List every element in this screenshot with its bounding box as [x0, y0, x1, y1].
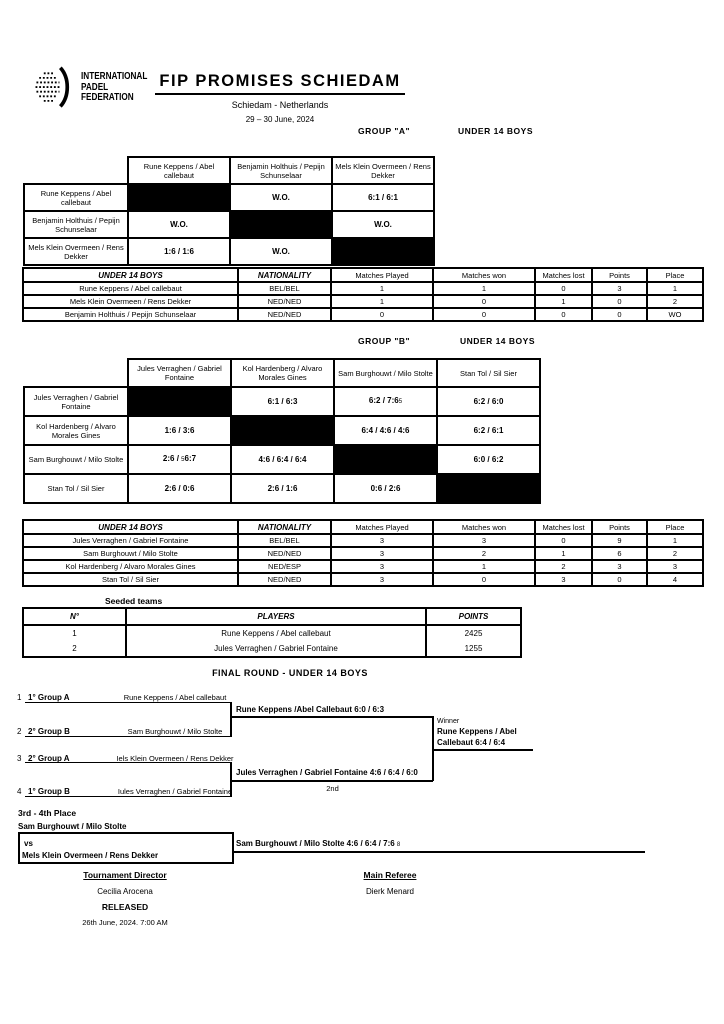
bracket-seed-label: 1° Group A — [28, 693, 70, 702]
tiebreak-sub: 8 — [396, 842, 401, 848]
standings-header-row — [23, 268, 703, 282]
standings-header: Matches Played — [331, 520, 433, 534]
team-name: Sam Burghouwt / Milo Stolte — [23, 547, 238, 560]
group-b-standings — [22, 519, 704, 587]
matches-won: 0 — [433, 573, 535, 586]
seeded-teams-table — [22, 607, 522, 658]
standings-header: UNDER 14 BOYS — [23, 268, 238, 282]
matrix-row-team: Rune Keppens / Abel callebaut — [24, 184, 128, 211]
bracket-line — [25, 702, 232, 703]
bracket-line — [25, 736, 232, 737]
standings-header: Matches won — [433, 268, 535, 282]
place: 1 — [647, 282, 703, 295]
points: 3 — [592, 282, 647, 295]
matrix-col-header: Mels Klein Overmeen / Rens Dekker — [332, 157, 434, 184]
standings-header: Matches Played — [331, 268, 433, 282]
matrix-diagonal-cell — [128, 387, 231, 416]
matrix-diagonal-cell — [128, 184, 230, 211]
final-round-title: FINAL ROUND - UNDER 14 BOYS — [212, 668, 368, 678]
matches-lost: 3 — [535, 573, 592, 586]
matches-played: 1 — [331, 295, 433, 308]
released-date: 26th June, 2024. 7:00 AM — [82, 918, 168, 927]
result-main: Sam Burghouwt / Milo Stolte 4:6 / 6:4 / 7:6 — [236, 839, 395, 848]
place: 1 — [647, 534, 703, 547]
seed-players: Rune Keppens / Abel callebaut — [126, 625, 426, 641]
group-a-label: GROUP "A" — [358, 126, 411, 136]
match-score: 2:6 / 0:6 — [128, 474, 231, 503]
second-place-label: 2nd — [326, 784, 339, 793]
match-score: W.O. — [128, 211, 230, 238]
bracket-line — [25, 762, 232, 763]
seeded-header: POINTS — [426, 608, 521, 625]
bracket-slot-number: 3 — [17, 754, 22, 763]
matches-played: 0 — [331, 308, 433, 321]
logo-line: FEDERATION — [81, 92, 134, 104]
points: 0 — [592, 573, 647, 586]
match-score: 4:6 / 6:4 / 6:4 — [231, 445, 334, 474]
matrix-col-header: Benjamin Holthuis / Pepijn Schunselaar — [230, 157, 332, 184]
place: 3 — [647, 560, 703, 573]
match-score: 6:0 / 6:2 — [437, 445, 540, 474]
matrix-col-header: Sam Burghouwt / Milo Stolte — [334, 359, 437, 387]
bracket-seed-label: 2° Group A — [28, 754, 70, 763]
matrix-diagonal-cell — [334, 445, 437, 474]
matches-lost: 0 — [535, 308, 592, 321]
seeded-header-row — [23, 608, 521, 625]
place: 2 — [647, 547, 703, 560]
released-label: RELEASED — [101, 902, 149, 912]
bracket-line — [232, 716, 433, 718]
matrix-corner-cell — [24, 157, 128, 184]
seed-points: 2425 — [426, 625, 521, 641]
matches-played: 3 — [331, 547, 433, 560]
place: 4 — [647, 573, 703, 586]
team-name: Benjamin Holthuis / Pepijn Schunselaar — [23, 308, 238, 321]
match-score: W.O. — [230, 238, 332, 265]
winner-team-line2: Callebaut 6:4 / 6:4 — [437, 738, 506, 747]
standings-row — [23, 573, 703, 586]
matches-played: 3 — [331, 573, 433, 586]
standings-header: NATIONALITY — [238, 520, 331, 534]
bracket-connector — [230, 702, 232, 736]
group-a-matrix — [23, 156, 435, 266]
nationality: BEL/BEL — [238, 282, 331, 295]
matrix-row — [24, 387, 540, 416]
team-name: Kol Hardenberg / Alvaro Morales Gines — [23, 560, 238, 573]
bracket-team: Iules Verraghen / Gabriel Fontaine — [117, 787, 233, 796]
match-score: 6:2 / 6:0 — [437, 387, 540, 416]
third-place-team2: Mels Klein Overmeen / Rens Dekker — [22, 851, 159, 860]
vs-label: vs — [24, 839, 33, 848]
winner-team-line1: Rune Keppens / Abel — [437, 727, 517, 736]
points: 0 — [592, 295, 647, 308]
seeded-row — [23, 641, 521, 657]
standings-row — [23, 534, 703, 547]
bracket-team: Rune Keppens / Abel callebaut — [123, 693, 227, 702]
matches-won: 0 — [433, 308, 535, 321]
matches-lost: 1 — [535, 547, 592, 560]
location-subtitle: Schiedam - Netherlands — [231, 100, 329, 110]
seed-points: 1255 — [426, 641, 521, 657]
standings-row — [23, 295, 703, 308]
score-main: 6:7 — [184, 454, 197, 463]
matrix-row-team: Benjamin Holthuis / Pepijn Schunselaar — [24, 211, 128, 238]
bracket-seed-label: 2° Group B — [28, 727, 70, 736]
matrix-col-header: Kol Hardenberg / Alvaro Morales Gines — [231, 359, 334, 387]
matrix-diagonal-cell — [437, 474, 540, 503]
matrix-row-team: Sam Burghouwt / Milo Stolte — [24, 445, 128, 474]
nationality: NED/NED — [238, 308, 331, 321]
page-title: FIP PROMISES SCHIEDAM — [155, 72, 404, 95]
matches-lost: 0 — [535, 282, 592, 295]
match-score: 0:6 / 2:6 — [334, 474, 437, 503]
match-score: 1:6 / 1:6 — [128, 238, 230, 265]
standings-header: Matches lost — [535, 520, 592, 534]
matrix-row — [24, 445, 540, 474]
group-a-category: UNDER 14 BOYS — [458, 126, 533, 136]
standings-header: Matches lost — [535, 268, 592, 282]
standings-header-row — [23, 520, 703, 534]
group-b-category: UNDER 14 BOYS — [460, 336, 535, 346]
bracket-slot-number: 4 — [17, 787, 22, 796]
match-score: 6:2 / 6:1 — [437, 416, 540, 445]
bracket-line — [232, 780, 433, 782]
matrix-row — [24, 474, 540, 503]
bracket-connector — [230, 762, 232, 796]
team-name: Mels Klein Overmeen / Rens Dekker — [23, 295, 238, 308]
place: WO — [647, 308, 703, 321]
matrix-col-header: Stan Tol / Sil Sier — [437, 359, 540, 387]
standings-header: Place — [647, 520, 703, 534]
seeded-teams-title: Seeded teams — [105, 596, 163, 606]
seed-number: 1 — [23, 625, 126, 641]
team-name: Stan Tol / Sil Sier — [23, 573, 238, 586]
third-place-team1: Sam Burghouwt / Milo Stolte — [18, 822, 127, 831]
nationality: NED/NED — [238, 547, 331, 560]
logo-line: INTERNATIONAL — [81, 71, 148, 83]
match-score: W.O. — [230, 184, 332, 211]
team-name: Jules Verraghen / Gabriel Fontaine — [23, 534, 238, 547]
matrix-col-header: Rune Keppens / Abel callebaut — [128, 157, 230, 184]
tiebreak-sub: 5 — [181, 457, 185, 463]
seeded-header: N° — [23, 608, 126, 625]
semifinal1-result: Rune Keppens /Abel Callebaut 6:0 / 6:3 — [236, 705, 385, 714]
matches-played: 3 — [331, 534, 433, 547]
team-name: Rune Keppens / Abel callebaut — [23, 282, 238, 295]
score-main: 6:2 / 7:6 — [368, 396, 399, 405]
seeded-row — [23, 625, 521, 641]
score-main: 2:6 / — [162, 454, 182, 463]
nationality: BEL/BEL — [238, 534, 331, 547]
referee-name: Dierk Menard — [365, 887, 414, 896]
matrix-row — [24, 416, 540, 445]
matches-won: 3 — [433, 534, 535, 547]
standings-row — [23, 282, 703, 295]
group-b-matrix — [23, 358, 541, 504]
match-score: 1:6 / 3:6 — [128, 416, 231, 445]
director-label: Tournament Director — [83, 870, 167, 880]
standings-row — [23, 560, 703, 573]
logo-line: PADEL — [81, 81, 109, 93]
match-score: W.O. — [332, 211, 434, 238]
matrix-row — [24, 184, 434, 211]
group-a-standings — [22, 267, 704, 322]
referee-label: Main Referee — [363, 870, 417, 880]
matrix-row — [24, 238, 434, 265]
bracket-line — [232, 851, 645, 853]
standings-header: Matches won — [433, 520, 535, 534]
matrix-diagonal-cell — [230, 211, 332, 238]
matrix-row — [24, 211, 434, 238]
group-b-label: GROUP "B" — [358, 336, 411, 346]
matrix-row-team: Kol Hardenberg / Alvaro Morales Gines — [24, 416, 128, 445]
matches-lost: 0 — [535, 534, 592, 547]
standings-header: Points — [592, 268, 647, 282]
matches-played: 1 — [331, 282, 433, 295]
director-name: Cecilia Arocena — [97, 887, 153, 896]
matrix-diagonal-cell — [332, 238, 434, 265]
match-score: 2:6 / 1:6 — [231, 474, 334, 503]
bracket-slot-number: 1 — [17, 693, 22, 702]
standings-row — [23, 547, 703, 560]
standings-header: Points — [592, 520, 647, 534]
matrix-row-team: Stan Tol / Sil Sier — [24, 474, 128, 503]
standings-header: UNDER 14 BOYS — [23, 520, 238, 534]
winner-label: Winner — [437, 718, 460, 725]
points: 9 — [592, 534, 647, 547]
points: 6 — [592, 547, 647, 560]
matrix-row-team: Jules Verraghen / Gabriel Fontaine — [24, 387, 128, 416]
match-score: 6:4 / 4:6 / 4:6 — [334, 416, 437, 445]
third-place-result — [236, 839, 400, 848]
matches-won: 1 — [433, 282, 535, 295]
seed-number: 2 — [23, 641, 126, 657]
points: 3 — [592, 560, 647, 573]
bracket-line — [432, 749, 533, 751]
tournament-director-block — [50, 870, 200, 927]
tiebreak-sub: 5 — [398, 399, 403, 405]
match-score: 6:1 / 6:1 — [332, 184, 434, 211]
matrix-corner-cell — [24, 359, 128, 387]
matches-lost: 1 — [535, 295, 592, 308]
event-dates: 29 – 30 June, 2024 — [245, 115, 315, 124]
matches-won: 2 — [433, 547, 535, 560]
place: 2 — [647, 295, 703, 308]
match-score-with-tiebreak — [334, 387, 437, 416]
nationality: NED/NED — [238, 573, 331, 586]
standings-header: NATIONALITY — [238, 268, 331, 282]
seeded-header: PLAYERS — [126, 608, 426, 625]
standings-header: Place — [647, 268, 703, 282]
matches-won: 0 — [433, 295, 535, 308]
match-score-with-tiebreak — [128, 445, 231, 474]
matches-won: 1 — [433, 560, 535, 573]
matrix-col-header: Jules Verraghen / Gabriel Fontaine — [128, 359, 231, 387]
document-header — [0, 72, 560, 124]
semifinal2-result: Jules Verraghen / Gabriel Fontaine 4:6 / 6:4 / 6:0 — [236, 768, 418, 777]
third-place-title: 3rd - 4th Place — [18, 808, 77, 818]
seed-players: Jules Verraghen / Gabriel Fontaine — [126, 641, 426, 657]
points: 0 — [592, 308, 647, 321]
bracket-seed-label: 1° Group B — [28, 787, 70, 796]
bracket-slot-number: 2 — [17, 727, 22, 736]
nationality: NED/NED — [238, 295, 331, 308]
nationality: NED/ESP — [238, 560, 331, 573]
matrix-diagonal-cell — [231, 416, 334, 445]
matrix-row-team: Mels Klein Overmeen / Rens Dekker — [24, 238, 128, 265]
bracket-line — [25, 796, 232, 797]
matches-played: 3 — [331, 560, 433, 573]
bracket-team: Iels Klein Overmeen / Rens Dekker — [116, 754, 234, 763]
bracket-team: Sam Burghouwt / Milo Stolte — [127, 727, 223, 736]
standings-row — [23, 308, 703, 321]
match-score: 6:1 / 6:3 — [231, 387, 334, 416]
matches-lost: 2 — [535, 560, 592, 573]
main-referee-block — [315, 870, 465, 896]
